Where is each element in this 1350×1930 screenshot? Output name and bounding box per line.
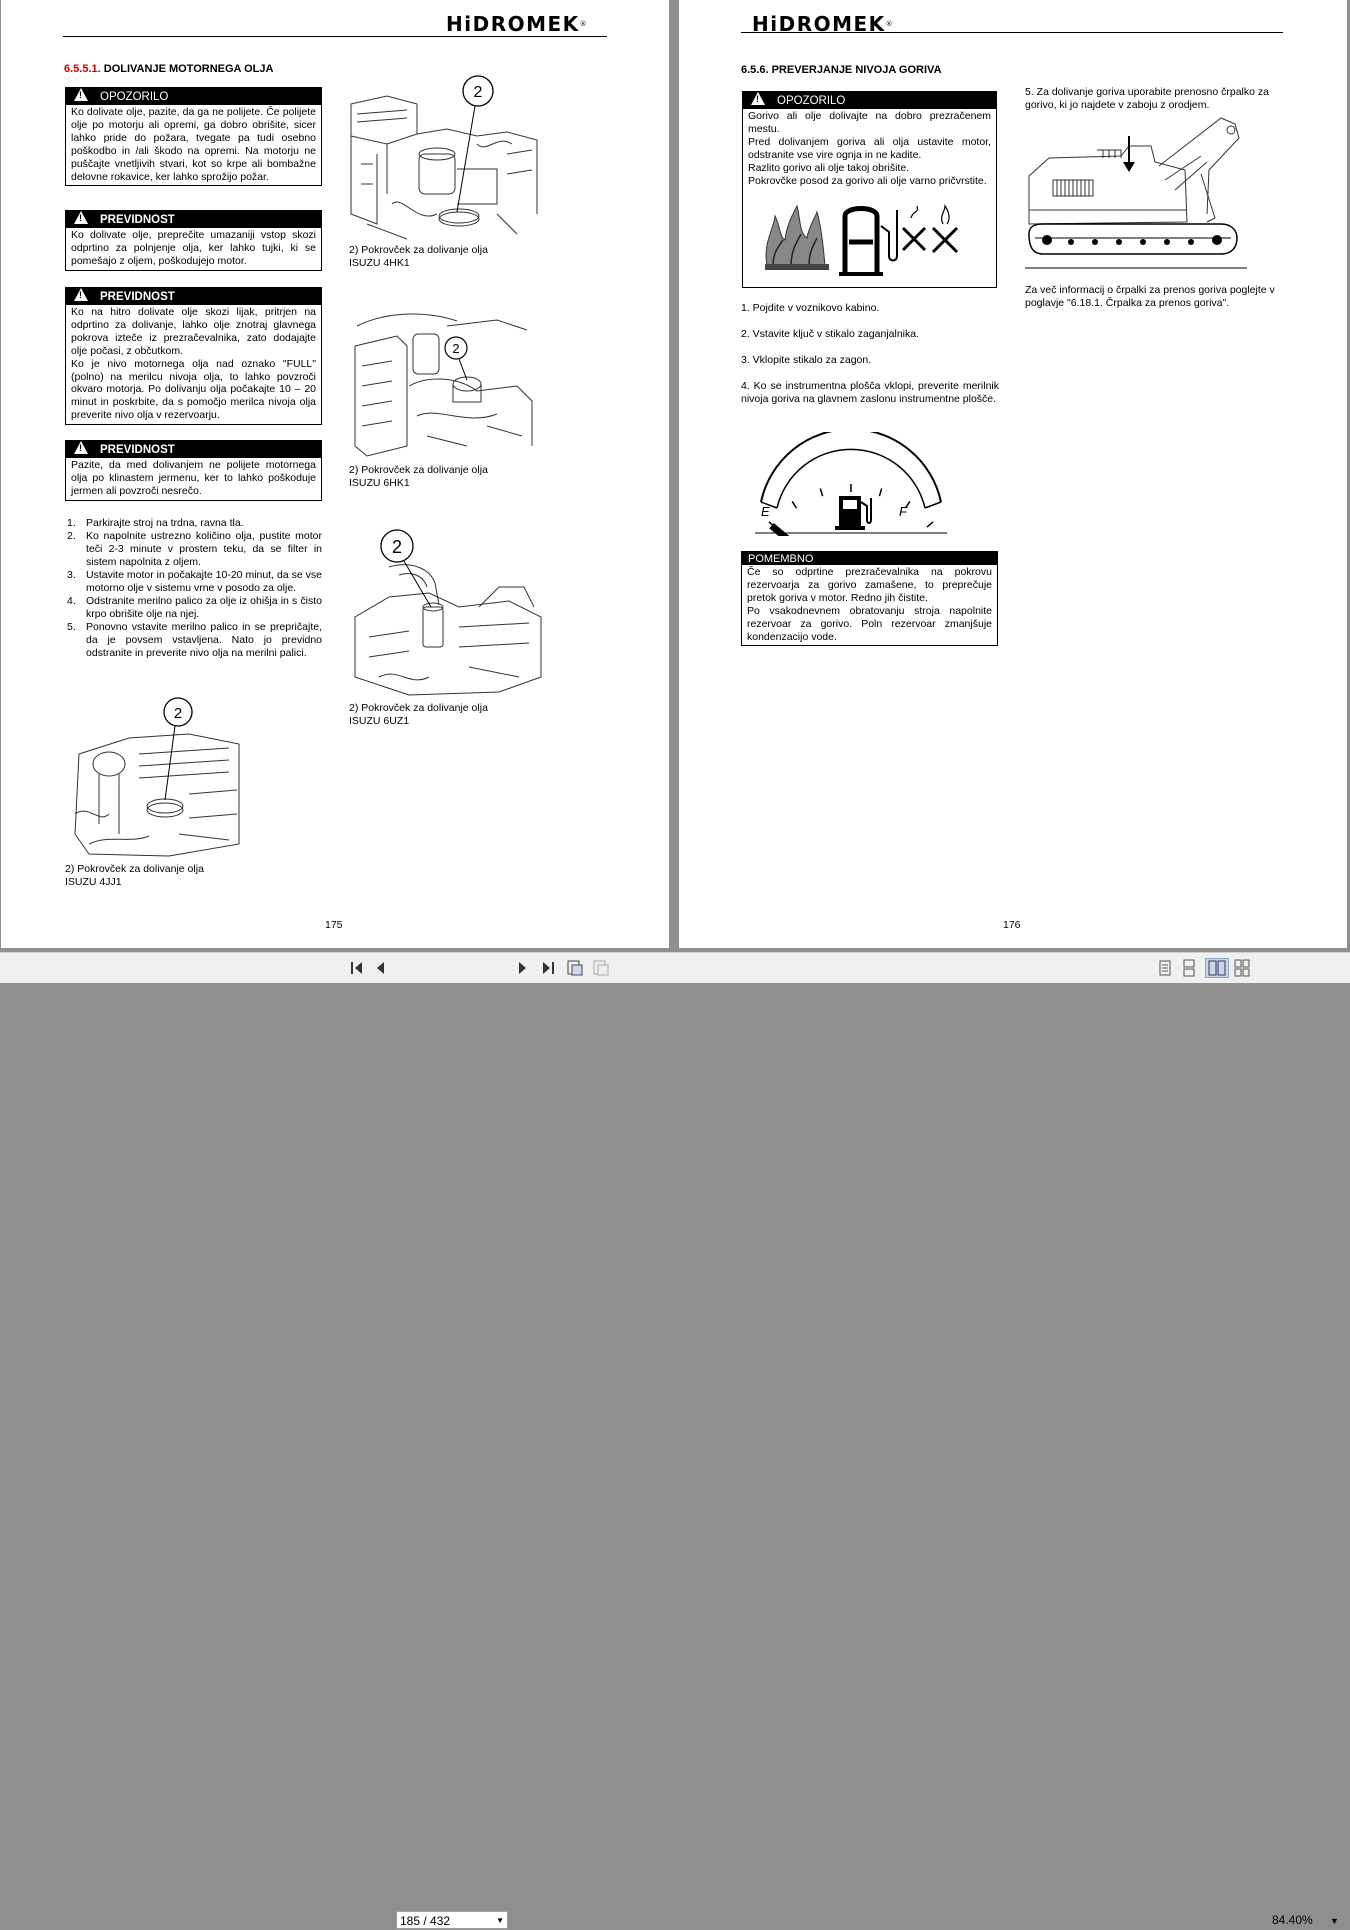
fit-width-button[interactable] <box>592 959 610 977</box>
list-item: 4. Odstranite merilno palico za olje iz ohišja in s čisto krpo obrišite olje na njej. <box>67 595 322 620</box>
caution-box-3: !PREVIDNOST Pazite, da med dolivanjem ne polijete motornega olja po klinastem jermenu, ker to lahko poškoduje jermen ali povzroči nesrečo. <box>65 440 322 501</box>
callout-number: 2 <box>391 537 403 557</box>
callout-number: 2 <box>173 705 183 722</box>
procedure-steps <box>64 517 322 660</box>
caution-box-2: !PREVIDNOST Ko na hitro dolivate olje skozi lijak, pritrjen na odprtino za dolivanje, lahko olje znotraj glavnega pokrova izteče iz prezračevalnika, zato dodajajte olje počasi, z občutkom. Ko je nivo motornega olja nad oznako "FULL" (polno) na merilcu nivoja olja, to lahko povzroči okvaro motorja. Po dolivanju olja počakajte 10 – 20 minut in poskrbite, da s pomočjo merilca nivoja olja preverite nivo olja v rezervoarju. <box>65 287 322 425</box>
engine-6uz1-illustration <box>349 527 545 699</box>
warning-box: !OPOZORILO Ko dolivate olje, pazite, da ga ne polijete. Če polijete olje po motorju ali opremi, ga dobro obrišite, sicer lahko pride do požara, tvegate pa tudi osebno poškodbo in /ali škodo na opremi. Na motorju ne puščajte vnetljivih stvari, kot so krpe ali bombažne delovne rokavice, ker lahko sprožijo požar. <box>65 87 322 186</box>
viewer-toolbar <box>0 952 1350 1928</box>
two-page-icon <box>1206 959 1228 977</box>
gauge-empty-label: E <box>761 504 770 519</box>
page-number: 176 <box>1003 919 1021 931</box>
page-number: 175 <box>325 919 343 931</box>
single-page-view-button[interactable] <box>1157 959 1173 977</box>
gauge-tick <box>879 488 881 496</box>
step-text: 3. Vklopite stikalo za zagon. <box>741 354 872 366</box>
cross-reference-note: Za več informacij o črpalki za prenos goriva poglejte v poglavje "6.18.1. Črpalka za prenos goriva". <box>1025 284 1275 309</box>
facing-view-button[interactable] <box>1205 958 1229 978</box>
warning-icon <box>751 92 765 105</box>
step-text: 4. Ko se instrumentna plošča vklopi, preverite merilnik nivoja goriva na glavnem zaslonu instrumentne plošče. <box>741 380 999 405</box>
callout-number: 2 <box>452 341 460 356</box>
two-page-continuous-icon <box>1233 959 1251 977</box>
gauge-needle <box>774 528 794 536</box>
last-page-icon <box>540 959 556 977</box>
no-flame-icon <box>933 206 957 252</box>
continuous-page-icon <box>1181 959 1197 977</box>
gauge-tick <box>792 501 796 508</box>
list-item: 3. Ustavite motor in počakajte 10-20 minut, da se vse motorno olje v sistemu vrne v posodo za olje. <box>67 569 322 594</box>
excavator-illustration <box>1025 110 1247 272</box>
first-page-button[interactable] <box>349 959 365 977</box>
figure-caption: 2) Pokrovček za dolivanje olja ISUZU 4JJ1 <box>65 863 204 888</box>
page-number-input[interactable]: 185 / 432 ▼ <box>396 1911 508 1929</box>
fire-icon <box>765 206 829 270</box>
hidromek-logo: HiDROMEK® <box>446 12 589 36</box>
continuous-facing-view-button[interactable] <box>1233 959 1251 977</box>
list-item: 2. Ko napolnite ustrezno količino olja, pustite motor teči 2-3 minute v prostem teku, da se filter in sistem napolnita z oljem. <box>67 530 322 568</box>
header-rule <box>63 36 607 37</box>
important-label: POMEMBNO <box>742 552 997 565</box>
zoom-level-dropdown[interactable]: 84.40% ▼ <box>1272 1913 1339 1927</box>
step-text: 1. Pojdite v voznikovo kabino. <box>741 302 880 314</box>
chevron-down-icon[interactable]: ▼ <box>1330 1916 1339 1926</box>
section-heading: 6.5.6. PREVERJANJE NIVOJA GORIVA <box>741 64 942 76</box>
next-page-button[interactable] <box>516 959 530 977</box>
fit-page-button[interactable] <box>566 959 584 977</box>
gauge-tick <box>927 522 933 527</box>
list-item: 1. Parkirajte stroj na trdna, ravna tla. <box>67 517 244 529</box>
chevron-down-icon[interactable]: ▼ <box>496 1916 504 1925</box>
no-smoking-icon <box>903 206 925 250</box>
figure-caption: 2) Pokrovček za dolivanje olja ISUZU 6UZ1 <box>349 702 488 727</box>
page-175 <box>1 0 669 948</box>
single-page-icon <box>1157 959 1173 977</box>
fit-width-icon <box>592 959 610 977</box>
previous-page-icon <box>373 959 387 977</box>
figure-caption: 2) Pokrovček za dolivanje olja ISUZU 6HK1 <box>349 464 488 489</box>
fit-page-icon <box>566 959 584 977</box>
first-page-icon <box>349 959 365 977</box>
gauge-full-label: F <box>899 504 907 519</box>
gauge-tick <box>820 488 822 496</box>
previous-page-button[interactable] <box>373 959 387 977</box>
hidromek-logo: HiDROMEK® <box>752 12 895 36</box>
engine-4hk1-illustration <box>347 74 543 244</box>
important-box: POMEMBNO Če so odprtine prezračevalnika na pokrovu rezervoarja za gorivo zamašene, to preprečuje pretok goriva v motor. Redno jih čistite. Po vsakodnevnem obratovanju stroja napolnite rezervoar za gorivo. Poln rezervoar zmanjšuje kondenzacijo vode. <box>741 551 998 646</box>
caution-box-1: !PREVIDNOST Ko dolivate olje, preprečite umazaniji vstop skozi odprtino za polnjenje olja, ker lahko tujki, ki se pomešajo z oljem, poškodujejo motor. <box>65 210 322 271</box>
engine-4jj1-illustration <box>69 694 243 860</box>
warning-icon <box>74 211 88 224</box>
section-heading: 6.5.5.1. DOLIVANJE MOTORNEGA OLJA <box>64 63 274 75</box>
last-page-button[interactable] <box>540 959 556 977</box>
fuel-pump-icon <box>839 209 897 275</box>
step-text: 2. Vstavite ključ v stikalo zaganjalnika. <box>741 328 920 340</box>
fuel-gauge-illustration <box>747 432 955 536</box>
warning-icon <box>74 88 88 101</box>
continuous-view-button[interactable] <box>1181 959 1197 977</box>
warning-icon <box>74 441 88 454</box>
page-176 <box>679 0 1347 948</box>
list-item: 5. Ponovno vstavite merilno palico in se prepričajte, da je povsem vstavljena. Nato jo previdno odstranite in preverite nivo olja na merilni palici. <box>67 621 322 659</box>
figure-caption: 2) Pokrovček za dolivanje olja ISUZU 4HK1 <box>349 244 488 269</box>
fuel-pump-icon <box>835 496 871 530</box>
warning-box: !OPOZORILO Gorivo ali olje dolivajte na dobro prezračenem mestu. Pred dolivanjem goriva ali olja ustavite motor, odstranite vse vire ognja in ne kadite. Razlito gorivo ali olje takoj obrišite. Pokrovčke posod za gorivo ali olje varno pričvrstite. <box>742 91 997 288</box>
warning-icon <box>74 288 88 301</box>
step-text: 5. Za dolivanje goriva uporabite prenosno črpalko za gorivo, ki jo najdete v zaboju z orodjem. <box>1025 86 1269 111</box>
callout-number: 2 <box>473 84 483 101</box>
next-page-icon <box>516 959 530 977</box>
fire-safety-pictograms <box>763 202 975 276</box>
header-rule <box>741 32 1283 33</box>
engine-6hk1-illustration <box>347 306 537 462</box>
